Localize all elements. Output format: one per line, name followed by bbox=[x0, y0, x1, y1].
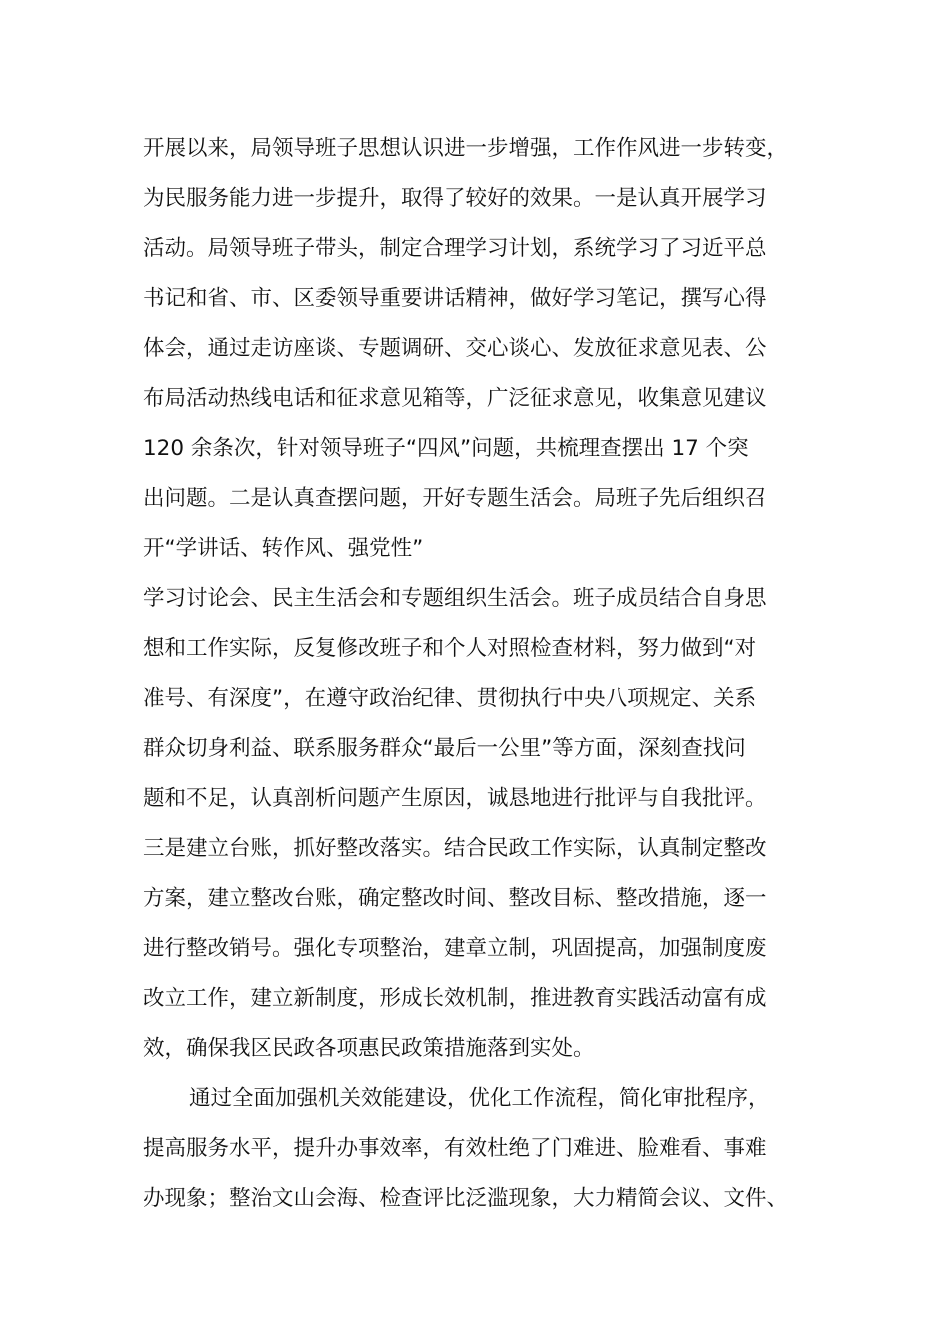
text-line: 改立工作，建立新制度，形成长效机制，推进教育实践活动富有成 bbox=[143, 986, 767, 1011]
text-line: 题和不足，认真剖析问题产生原因，诚恳地进行批评与自我批评。 bbox=[143, 786, 767, 811]
text-line: 体会，通过走访座谈、专题调研、交心谈心、发放征求意见表、公 bbox=[143, 336, 767, 361]
text-line: 学习讨论会、民主生活会和专题组织生活会。班子成员结合自身思 bbox=[143, 586, 767, 611]
text-line: 三是建立台账，抓好整改落实。结合民政工作实际，认真制定整改 bbox=[143, 836, 767, 861]
text-line: 准号、有深度”，在遵守政治纪律、贯彻执行中央八项规定、关系 bbox=[143, 686, 757, 711]
body-text bbox=[143, 124, 843, 1224]
text-line: 活动。局领导班子带头，制定合理学习计划，系统学习了习近平总 bbox=[143, 236, 767, 261]
text-line: 想和工作实际，反复修改班子和个人对照检查材料，努力做到“对 bbox=[143, 636, 757, 661]
text-line: 书记和省、市、区委领导重要讲话精神，做好学习笔记，撰写心得 bbox=[143, 286, 767, 311]
text-line: 布局活动热线电话和征求意见箱等，广泛征求意见，收集意见建议 bbox=[143, 386, 767, 411]
text-line: 提高服务水平，提升办事效率，有效杜绝了门难进、脸难看、事难 bbox=[143, 1136, 767, 1161]
text-line: 出问题。二是认真查摆问题，开好专题生活会。局班子先后组织召 bbox=[143, 486, 767, 511]
text-line: 进行整改销号。强化专项整治，建章立制，巩固提高，加强制度废 bbox=[143, 936, 767, 961]
text-line: 开展以来，局领导班子思想认识进一步增强，工作作风进一步转变， bbox=[143, 136, 789, 161]
text-line: 群众切身利益、联系服务群众“最后一公里”等方面，深刻查找问 bbox=[143, 736, 746, 761]
text-line: 120 余条次，针对领导班子“四风”问题，共梳理查摆出 17 个突 bbox=[143, 436, 749, 461]
text-line: 办现象；整治文山会海、检查评比泛滥现象，大力精简会议、文件、 bbox=[143, 1186, 789, 1211]
text-line: 效，确保我区民政各项惠民政策措施落到实处。 bbox=[143, 1036, 595, 1061]
text-line: 开“学讲话、转作风、强党性” bbox=[143, 536, 424, 561]
paragraph-start-line: 通过全面加强机关效能建设，优化工作流程，简化审批程序， bbox=[189, 1086, 770, 1111]
text-line: 方案，建立整改台账，确定整改时间、整改目标、整改措施，逐一 bbox=[143, 886, 767, 911]
text-line: 为民服务能力进一步提升，取得了较好的效果。一是认真开展学习 bbox=[143, 186, 767, 211]
